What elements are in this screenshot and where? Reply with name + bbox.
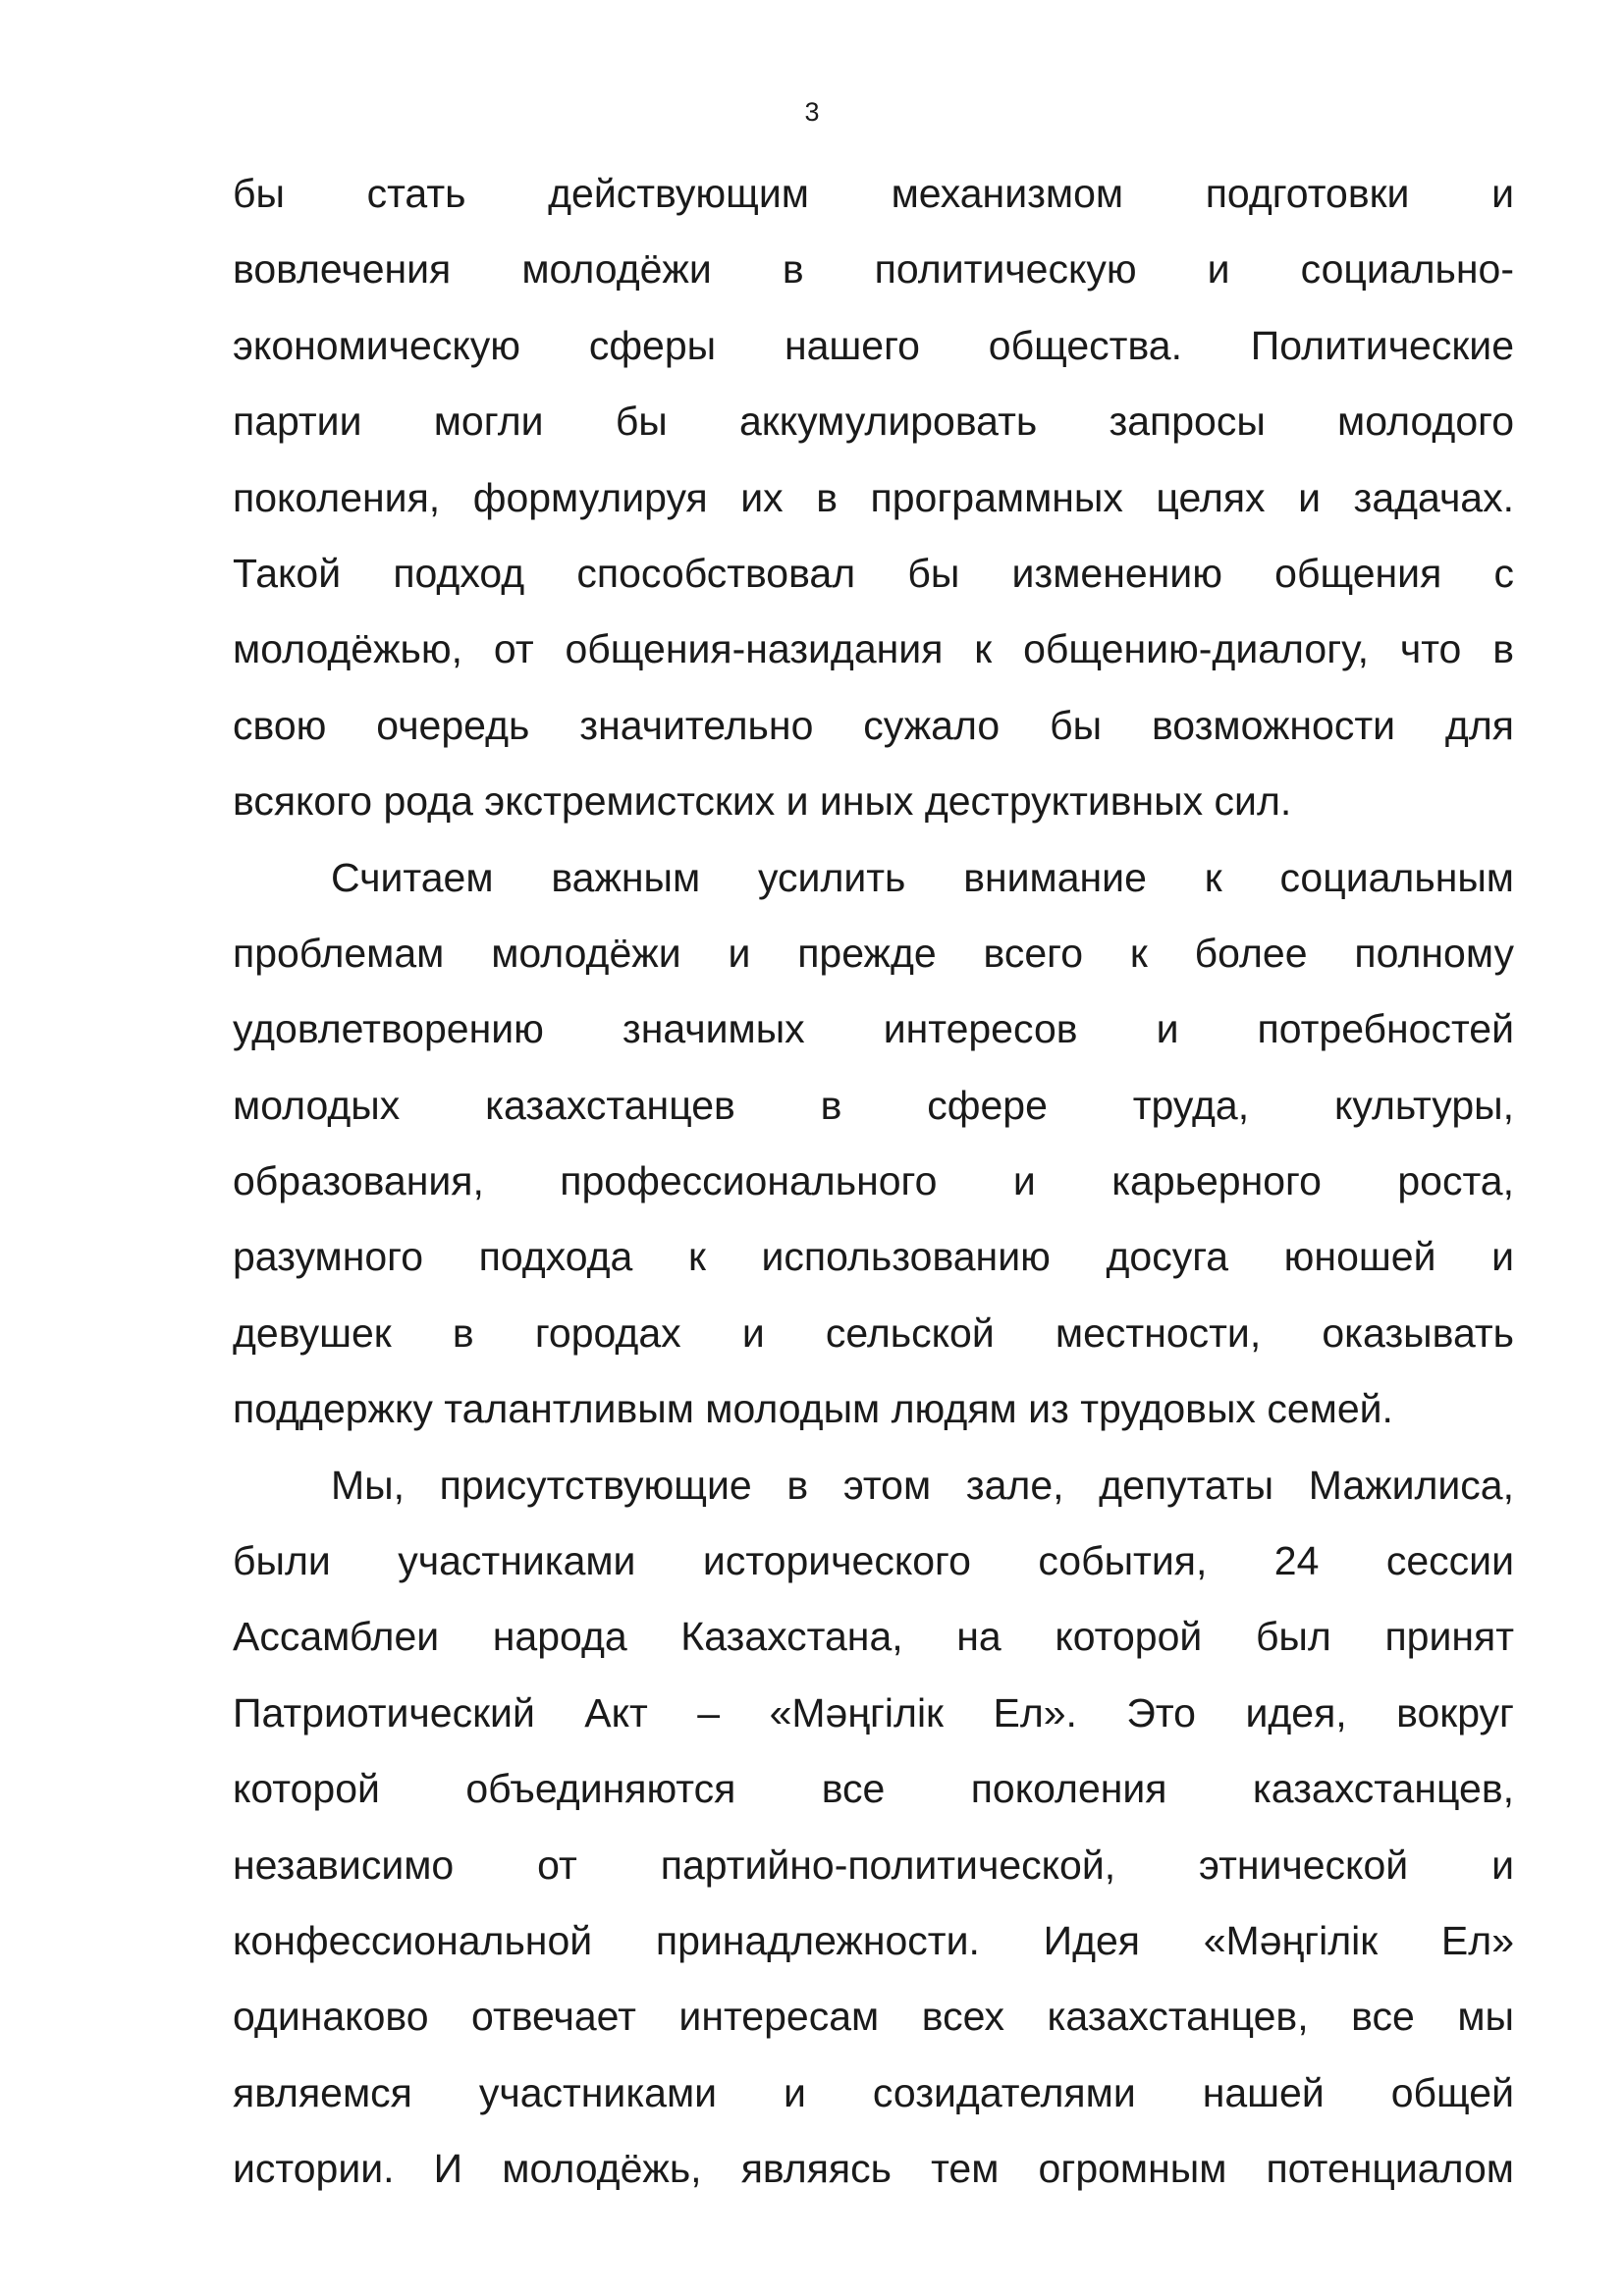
- text-line: разумного подхода к использованию досуга юношей и: [233, 1234, 1514, 1280]
- text-line: молодых казахстанцев в сфере труда, культуры,: [233, 1082, 1514, 1128]
- text-line: девушек в городах и сельской местности, оказывать: [233, 1309, 1514, 1356]
- text-line: одинаково отвечает интересам всех казахстанцев, все мы: [233, 1994, 1514, 2040]
- text-line: образования, профессионального и карьерного роста,: [233, 1158, 1514, 1204]
- text-line: проблемам молодёжи и прежде всего к более полному: [233, 930, 1514, 976]
- text-line: поколения, формулируя их в программных целях и задачах.: [233, 474, 1514, 520]
- document-body: [233, 167, 1514, 2218]
- text-line: свою очередь значительно сужало бы возможности для: [233, 702, 1514, 748]
- text-line: Мы, присутствующие в этом зале, депутаты Мажилиса,: [331, 1462, 1514, 1508]
- text-line: молодёжью, от общения-назидания к общению-диалогу, что в: [233, 626, 1514, 672]
- text-line: которой объединяются все поколения казахстанцев,: [233, 1766, 1514, 1812]
- text-line: бы стать действующим механизмом подготовки и: [233, 171, 1514, 216]
- text-line: партии могли бы аккумулировать запросы молодого: [233, 399, 1514, 445]
- paragraph-1: [233, 167, 1514, 851]
- paragraph-3: [233, 1459, 1514, 2218]
- text-line: Ассамблеи народа Казахстана, на которой был принят: [233, 1614, 1514, 1660]
- text-line: независимо от партийно-политической, этнической и: [233, 1842, 1514, 1888]
- text-line: Считаем важным усилить внимание к социальным: [331, 854, 1514, 900]
- paragraph-2: [233, 851, 1514, 1459]
- text-line: были участниками исторического события, 24 сессии: [233, 1538, 1514, 1584]
- text-line: поддержку талантливым молодым людям из трудовых семей.: [233, 1386, 1393, 1432]
- text-line: всякого рода экстремистских и иных деструктивных сил.: [233, 778, 1292, 825]
- text-line: являемся участниками и созидателями нашей общей: [233, 2069, 1514, 2115]
- text-line: экономическую сферы нашего общества. Политические: [233, 322, 1514, 368]
- text-line: вовлечения молодёжи в политическую и социально-: [233, 246, 1514, 293]
- text-line: Патриотический Акт – «Мәңгілік Ел». Это идея, вокруг: [233, 1689, 1514, 1735]
- text-line: удовлетворению значимых интересов и потребностей: [233, 1006, 1514, 1052]
- text-line: истории. И молодёжь, являясь тем огромным потенциалом: [233, 2146, 1514, 2192]
- text-line: конфессиональной принадлежности. Идея «Мәңгілік Ел»: [233, 1917, 1514, 1963]
- page-number: 3: [804, 97, 820, 127]
- text-line: Такой подход способствовал бы изменению общения с: [233, 550, 1514, 596]
